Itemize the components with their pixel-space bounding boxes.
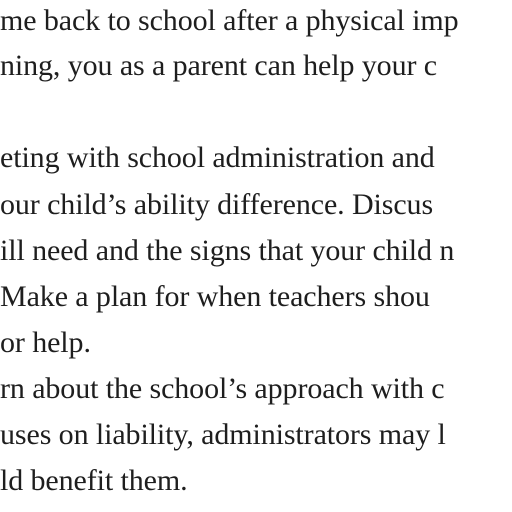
text-line: ning, you as a parent can help your c xyxy=(0,49,437,82)
text-line: uses on liability, administrators may l xyxy=(0,418,446,451)
text-line: our child’s ability difference. Discus xyxy=(0,188,434,221)
text-line: rn about the school’s approach with c xyxy=(0,372,445,405)
text-line: me back to school after a physical imp xyxy=(0,4,459,37)
text-line: ill need and the signs that your child n xyxy=(0,234,455,267)
text-line: eting with school administration and xyxy=(0,141,435,174)
text-line: ld benefit them. xyxy=(0,464,188,497)
text-line: or help. xyxy=(0,326,91,359)
text-line: Make a plan for when teachers shou xyxy=(0,280,430,313)
